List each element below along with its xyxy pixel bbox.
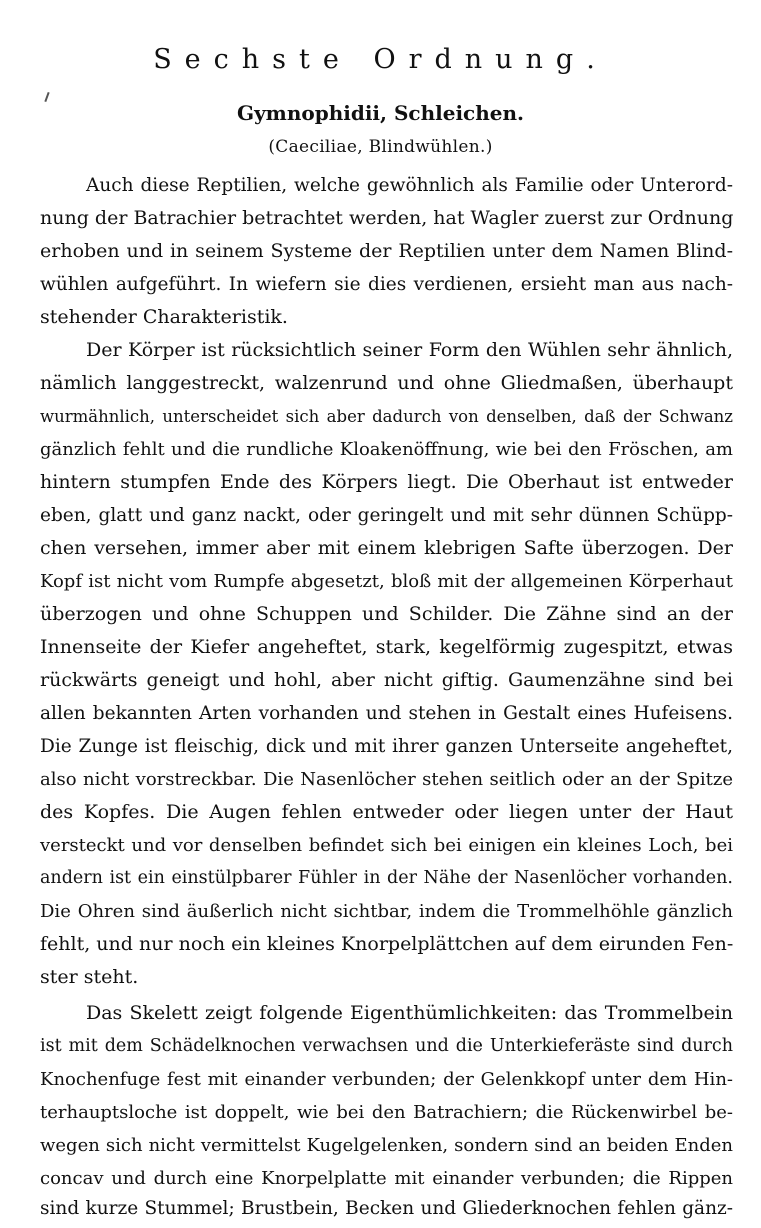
- text-line: allen bekannten Arten vorhanden und stehen in Gestalt eines Hufeisens.: [40, 703, 733, 724]
- text-line: also nicht vorstreckbar. Die Nasenlöcher stehen seitlich oder an der Spitze: [40, 769, 733, 790]
- text-line: nämlich langgestreckt, walzenrund und ohne Gliedmaßen, überhaupt: [40, 372, 733, 394]
- text-line: eben, glatt und ganz nackt, oder geringelt und mit sehr dünnen Schüpp-: [40, 505, 733, 526]
- text-line: Knochenfuge fest mit einander verbunden; der Gelenkkopf unter dem Hin-: [40, 1069, 733, 1090]
- text-line: stehender Charakteristik.: [40, 306, 288, 328]
- text-line: concav und durch eine Knorpelplatte mit einander verbunden; die Rippen: [40, 1168, 733, 1189]
- text-line: Innenseite der Kiefer angeheftet, stark, kegelförmig zugespitzt, etwas: [40, 636, 733, 658]
- text-line: Auch diese Reptilien, welche gewöhnlich als Familie oder Unterord-: [86, 175, 733, 196]
- text-line: Das Skelett zeigt folgende Eigenthümlichkeiten: das Trommelbein: [86, 1002, 733, 1024]
- text-line: überzogen und ohne Schuppen und Schilder. Die Zähne sind an der: [40, 603, 733, 625]
- text-line: terhauptsloche ist doppelt, wie bei den Batrachiern; die Rückenwirbel be-: [40, 1102, 733, 1123]
- text-line: sind kurze Stummel; Brustbein, Becken und Gliederknochen fehlen gänz-: [40, 1198, 733, 1219]
- text-line: erhoben und in seinem Systeme der Reptilien unter dem Namen Blind-: [40, 240, 733, 262]
- text-line: wühlen aufgeführt. In wiefern sie dies verdienen, ersieht man aus nach-: [40, 274, 733, 295]
- text-line: versteckt und vor denselben befindet sich bei einigen ein kleines Loch, bei: [40, 835, 733, 856]
- text-line: rückwärts geneigt und hohl, aber nicht giftig. Gaumenzähne sind bei: [40, 669, 733, 691]
- text-line: ist mit dem Schädelknochen verwachsen und die Unterkieferäste sind durch: [40, 1036, 733, 1056]
- text-line: chen versehen, immer aber mit einem klebrigen Safte überzogen. Der: [40, 537, 733, 559]
- text-line: ster steht.: [40, 966, 139, 988]
- text-line: hintern stumpfen Ende des Körpers liegt. Die Oberhaut ist entweder: [40, 471, 733, 493]
- text-line: Der Körper ist rücksichtlich seiner Form den Wühlen sehr ähnlich,: [86, 339, 733, 361]
- text-line: des Kopfes. Die Augen fehlen entweder oder liegen unter der Haut: [40, 801, 733, 823]
- text-line: Die Zunge ist fleischig, dick und mit ihrer ganzen Unterseite angeheftet,: [40, 736, 733, 757]
- text-line: gänzlich fehlt und die rundliche Kloakenöffnung, wie bei den Fröschen, am: [40, 439, 733, 460]
- text-line: wegen sich nicht vermittelst Kugelgelenken, sondern sind an beiden Enden: [40, 1135, 733, 1156]
- text-line: nung der Batrachier betrachtet werden, hat Wagler zuerst zur Ordnung: [40, 207, 734, 229]
- text-line: andern ist ein einstülpbarer Fühler in der Nähe der Nasenlöcher vorhanden.: [40, 868, 733, 888]
- parenthetical-subtitle: (Caeciliae, Blindwühlen.): [268, 137, 493, 157]
- order-title: Sechste Ordnung.: [153, 44, 608, 75]
- text-line: wurmähnlich, unterscheidet sich aber dadurch von denselben, daß der Schwanz: [40, 407, 733, 426]
- text-line: fehlt, und nur noch ein kleines Knorpelplättchen auf dem eirunden Fen-: [40, 933, 734, 955]
- text-line: Kopf ist nicht vom Rumpfe abgesetzt, bloß mit der allgemeinen Körperhaut: [40, 571, 733, 592]
- text-line: Die Ohren sind äußerlich nicht sichtbar, indem die Trommelhöhle gänzlich: [40, 901, 733, 922]
- section-subtitle: Gymnophidii, Schleichen.: [236, 101, 524, 125]
